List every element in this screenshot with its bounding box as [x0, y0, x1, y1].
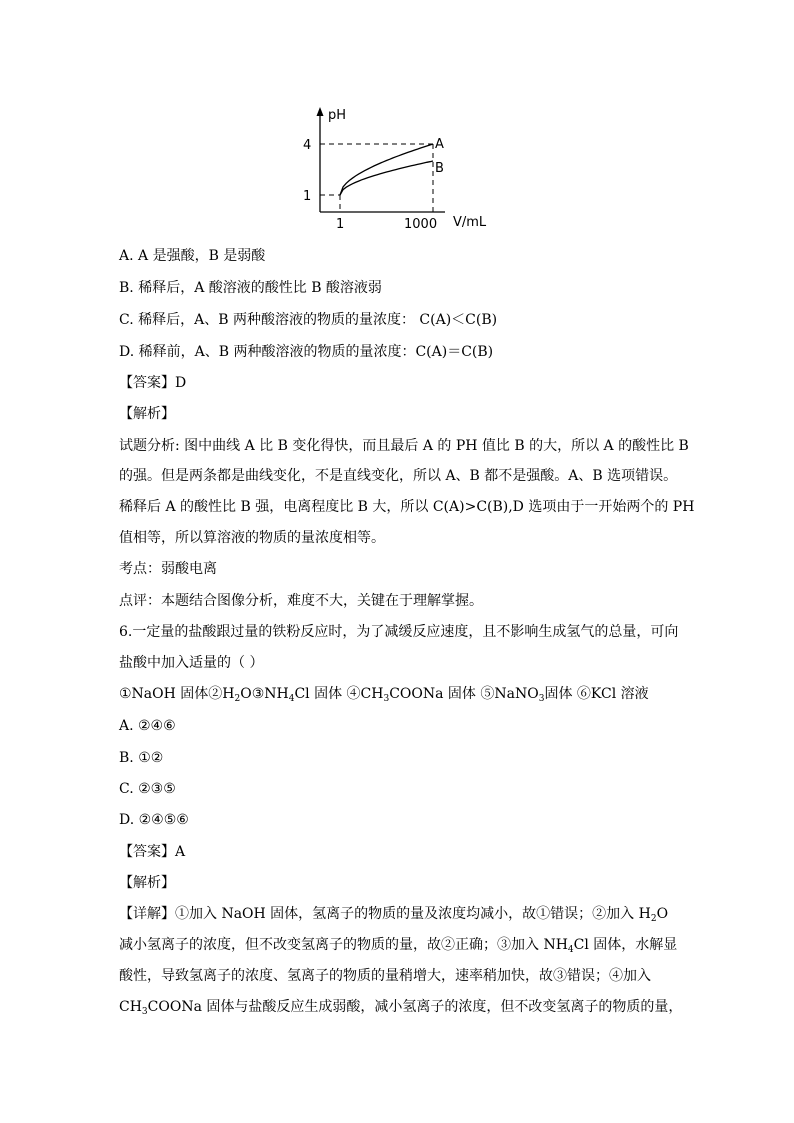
sub: 4 — [288, 694, 295, 704]
q6-detail-line-1 — [119, 904, 668, 924]
series-b-curve — [340, 161, 433, 195]
y-axis-label: pH — [328, 108, 347, 123]
q6-detail-text: 【详解】①加入 NaOH 固体，氢离子的物质的量及浓度均减小，故①错误；②加入 H — [119, 906, 651, 922]
series-a-label: A — [435, 137, 444, 152]
option-c: C. 稀释后，A、B 两种酸溶液的物质的量浓度： C(A)＜C(B) — [119, 312, 498, 328]
kaodian: 考点：弱酸电离 — [119, 561, 217, 577]
sub: 3 — [383, 694, 390, 704]
y-tick-1: 1 — [303, 189, 312, 204]
q6-detail-line-2 — [119, 935, 677, 955]
series-a-curve — [340, 144, 433, 195]
q6-detail-text: COONa 固体与盐酸反应生成弱酸，减小氢离子的浓度，但不改变氢离子的物质的量， — [147, 999, 683, 1015]
q6-option-d: D. ②④⑤⑥ — [119, 812, 189, 828]
q6-item-text-3: Cl 固体 ④CH — [294, 686, 384, 702]
y-axis-arrow — [317, 107, 324, 116]
q6-item-text-5: 固体 ⑥KCl 溶液 — [544, 686, 649, 702]
sub: 3 — [141, 1007, 148, 1017]
analysis-5-line-3: 稀释后 A 的酸性比 B 强，电离程度比 B 大，所以 C(A)>C(B),D 选项由于一开始两个的 PH — [119, 499, 695, 515]
q6-detail-line-3: 酸性，导致氢离子的浓度、氢离子的物质的量稍增大，速率稍加快，故③错误；④加入 — [119, 968, 651, 984]
q6-detail-text: Cl 固体，水解显 — [573, 937, 678, 953]
analysis-heading-5: 【解析】 — [119, 406, 175, 422]
q6-detail-line-4 — [119, 997, 682, 1017]
option-b: B. 稀释后，A 酸溶液的酸性比 B 酸溶液弱 — [119, 280, 382, 296]
ph-dilution-chart — [295, 98, 505, 238]
analysis-5-line-1: 试题分析: 图中曲线 A 比 B 变化得快，而且最后 A 的 PH 值比 B 的大，所以 A 的酸性比 B — [119, 438, 689, 454]
q6-item-text-4: COONa 固体 ⑤NaNO — [389, 686, 539, 702]
sub: 3 — [538, 694, 545, 704]
sub: 4 — [567, 945, 574, 955]
q6-item-text-1: ①NaOH 固体②H — [119, 686, 235, 702]
dianping: 点评：本题结合图像分析，难度不大，关键在于理解掌握。 — [119, 593, 483, 609]
q6-option-a: A. ②④⑥ — [119, 718, 176, 734]
sub: 2 — [650, 914, 657, 924]
q6-option-b: B. ①② — [119, 750, 164, 766]
analysis-5-line-2: 的强。但是两条都是曲线变化，不是直线变化，所以 A、B 都不是强酸。A、B 选项错误。 — [119, 468, 678, 484]
q6-detail-text: 减小氢离子的浓度，但不改变氢离子的物质的量，故②正确；③加入 NH — [119, 937, 568, 953]
q6-detail-text: O — [656, 906, 669, 922]
q6-items — [119, 684, 649, 704]
q6-stem-line-1: 6.一定量的盐酸跟过量的铁粉反应时，为了减缓反应速度，且不影响生成氢气的总量，可向 — [119, 624, 679, 640]
y-tick-4: 4 — [303, 138, 312, 153]
q6-detail-text: CH — [119, 999, 142, 1015]
q6-analysis-heading: 【解析】 — [119, 875, 175, 891]
x-axis-label: V/mL — [453, 215, 487, 230]
option-d: D. 稀释前，A、B 两种酸溶液的物质的量浓度：C(A)＝C(B) — [119, 344, 494, 360]
q6-stem-line-2: 盐酸中加入适量的（ ） — [119, 655, 264, 671]
option-a: A. A 是强酸，B 是弱酸 — [119, 248, 266, 264]
x-tick-1000: 1000 — [404, 217, 438, 232]
q6-item-text-2: O③NH — [240, 686, 289, 702]
q6-option-c: C. ②③⑤ — [119, 781, 176, 797]
answer-5: 【答案】D — [119, 375, 187, 391]
series-b-label: B — [435, 161, 444, 176]
x-tick-1: 1 — [336, 217, 345, 232]
sub: 2 — [234, 694, 241, 704]
q6-answer: 【答案】A — [119, 844, 186, 860]
analysis-5-line-4: 值相等，所以算溶液的物质的量浓度相等。 — [119, 530, 385, 546]
